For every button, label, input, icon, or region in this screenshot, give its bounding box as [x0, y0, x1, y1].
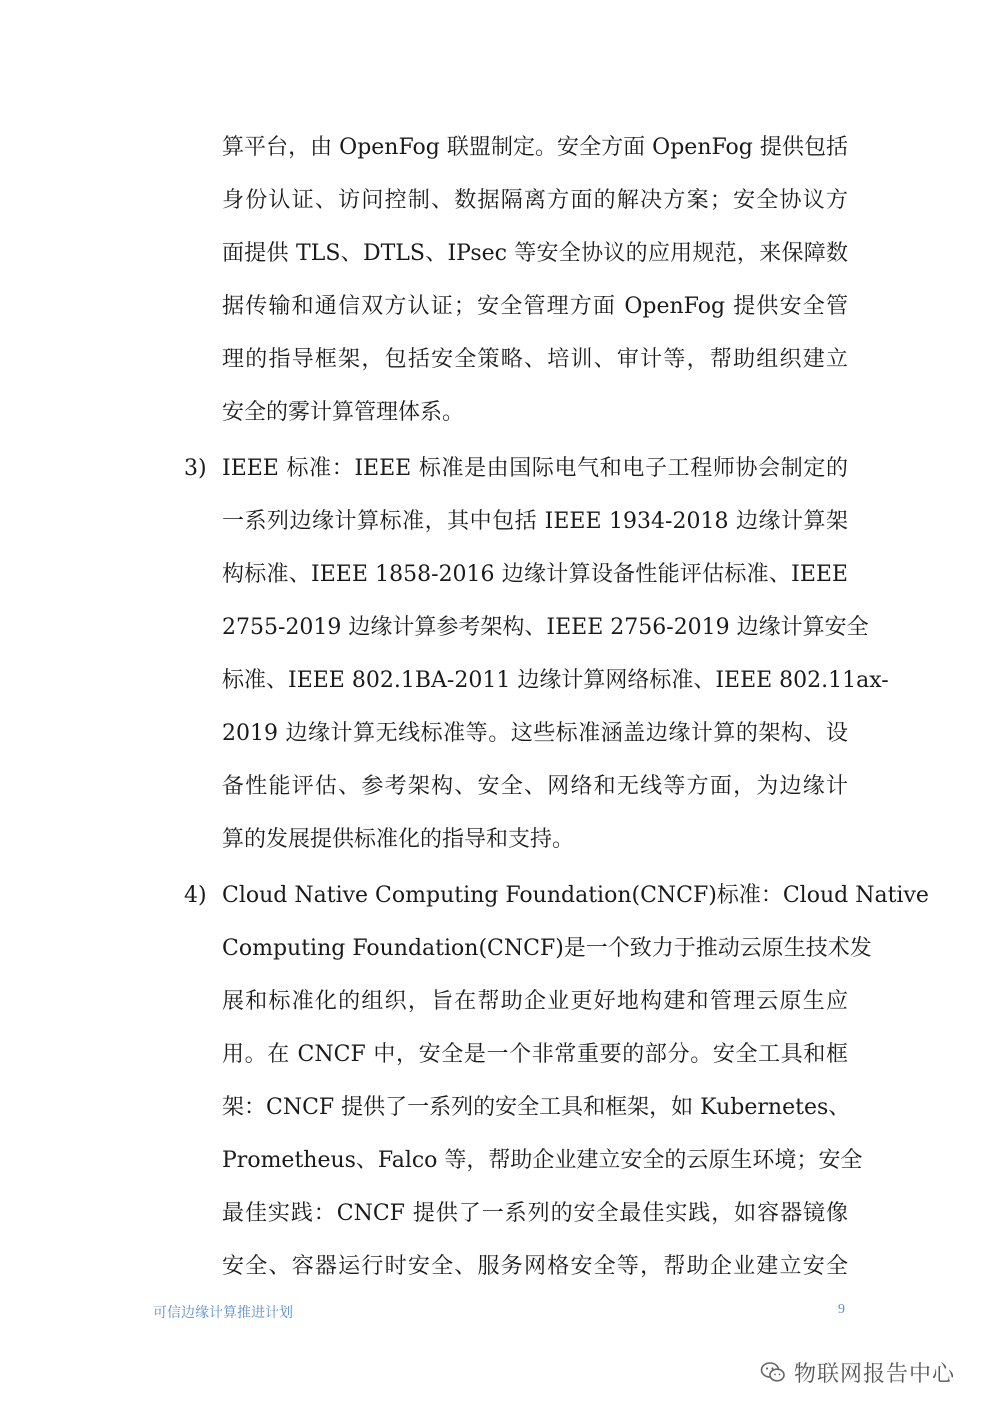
text-line: Cloud Native Computing Foundation(CNCF)标准：Cloud Native [222, 883, 929, 908]
text-line: 身份认证、访问控制、数据隔离方面的解决方案；安全协议方 [222, 188, 848, 213]
text-line: 标准、IEEE 802.1BA-2011 边缘计算网络标准、IEEE 802.11ax- [222, 668, 889, 693]
text-line: 理的指导框架，包括安全策略、培训、审计等，帮助组织建立 [222, 347, 848, 372]
text-line: 据传输和通信双方认证；安全管理方面 OpenFog 提供安全管 [222, 294, 848, 319]
text-line: 最佳实践：CNCF 提供了一系列的安全最佳实践，如容器镜像 [222, 1201, 848, 1226]
text-line: IEEE 标准：IEEE 标准是由国际电气和电子工程师协会制定的 [222, 456, 848, 481]
text-line: 算平台，由 OpenFog 联盟制定。安全方面 OpenFog 提供包括 [222, 135, 848, 160]
text-line: 面提供 TLS、DTLS、IPsec 等安全协议的应用规范，来保障数 [222, 241, 848, 266]
text-line: 一系列边缘计算标准，其中包括 IEEE 1934-2018 边缘计算架 [222, 509, 848, 534]
watermark-text: 物联网报告中心 [794, 1361, 956, 1387]
text-line: 备性能评估、参考架构、安全、网络和无线等方面，为边缘计 [222, 774, 848, 799]
footer-document-title: 可信边缘计算推进计划 [153, 1305, 293, 1321]
list-marker: 4) [184, 883, 207, 908]
source-watermark [760, 1355, 955, 1389]
text-line: 2755-2019 边缘计算参考架构、IEEE 2756-2019 边缘计算安全 [222, 615, 869, 640]
text-line: 安全、容器运行时安全、服务网格安全等，帮助企业建立安全 [222, 1254, 848, 1279]
list-marker: 3) [184, 456, 207, 481]
text-line: 架：CNCF 提供了一系列的安全工具和框架，如 Kubernetes、 [222, 1095, 851, 1120]
text-line: 展和标准化的组织，旨在帮助企业更好地构建和管理云原生应 [222, 989, 848, 1014]
text-line: 2019 边缘计算无线标准等。这些标准涵盖边缘计算的架构、设 [222, 721, 848, 746]
text-line: 安全的雾计算管理体系。 [222, 400, 465, 425]
text-line: 构标准、IEEE 1858-2016 边缘计算设备性能评估标准、IEEE [222, 562, 848, 587]
text-line: 算的发展提供标准化的指导和支持。 [222, 827, 575, 852]
text-line: Computing Foundation(CNCF)是一个致力于推动云原生技术发 [222, 936, 872, 961]
text-line: 用。在 CNCF 中，安全是一个非常重要的部分。安全工具和框 [222, 1042, 848, 1067]
wechat-icon [760, 1359, 786, 1385]
footer-page-number: 9 [838, 1302, 845, 1317]
text-line: Prometheus、Falco 等，帮助企业建立安全的云原生环境；安全 [222, 1148, 863, 1173]
